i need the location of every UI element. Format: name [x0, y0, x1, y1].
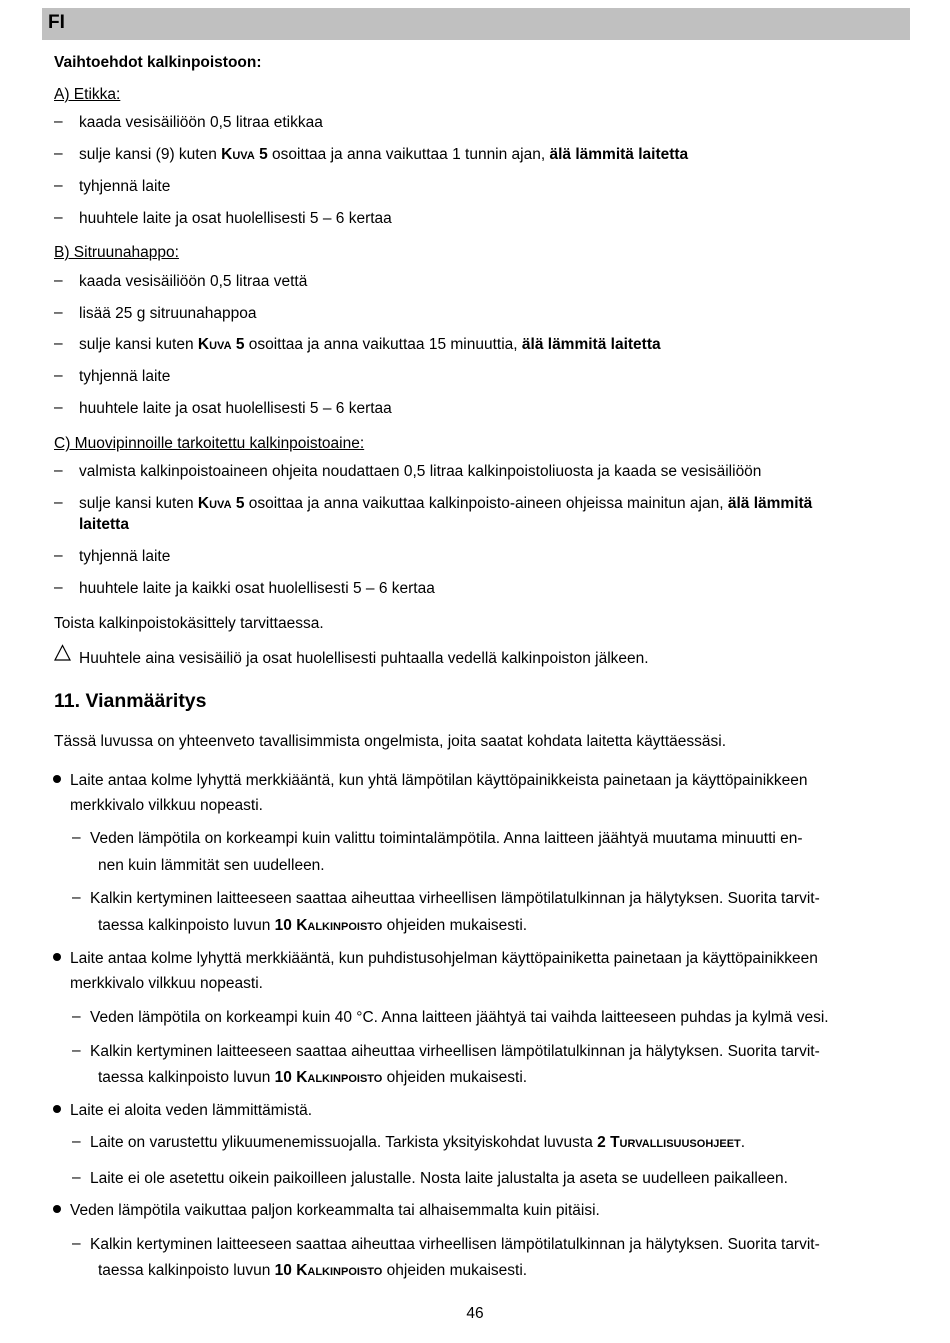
option-c-step-3: tyhjennä laite	[79, 548, 171, 565]
option-b-title: B) Sitruunahappo:	[54, 244, 179, 261]
option-b-step-4: tyhjennä laite	[79, 368, 171, 385]
dash-icon: –	[72, 1169, 81, 1186]
descale-title: Vaihtoehdot kalkinpoistoon:	[54, 54, 262, 71]
dash-icon: –	[54, 209, 63, 226]
option-c-step-4: huuhtele laite ja kaikki osat huolellisesti 5 – 6 kertaa	[79, 580, 435, 597]
repeat-note: Toista kalkinpoistokäsittely tarvittaessa.	[54, 615, 324, 632]
problem-4-cause-1-line-2: taessa kalkinpoisto luvun 10 Kalkinpoisto ohjeiden mukaisesti.	[98, 1262, 528, 1279]
problem-3: Laite ei aloita veden lämmittämistä.	[70, 1102, 313, 1119]
chapter-ref: 10 Kalkinpoisto	[274, 1262, 383, 1279]
option-c-step-1: valmista kalkinpoistoaineen ohjeita noudattaen 0,5 litraa kalkinpoistoliuosta ja kaada se vesisäiliöön	[79, 463, 762, 480]
dash-icon: –	[54, 367, 63, 384]
option-b-step-3: sulje kansi kuten Kuva 5 osoittaa ja anna vaikuttaa 15 minuuttia, älä lämmitä laitetta	[79, 336, 661, 353]
problem-1-cause-1-line-1: Veden lämpötila on korkeampi kuin valittu toimintalämpötila. Anna laitteen jäähtyä muutama minuutti en-	[90, 830, 803, 847]
option-c-title: C) Muovipinnoille tarkoitettu kalkinpoistoaine:	[54, 435, 365, 452]
problem-1-cause-2-line-1: Kalkin kertyminen laitteeseen saattaa aiheuttaa virheellisen lämpötilatulkinnan ja hälytyksen. Suorita tarvit-	[90, 890, 820, 907]
dash-icon: –	[72, 1042, 81, 1059]
problem-1-cause-1-line-2: nen kuin lämmität sen uudelleen.	[98, 857, 325, 874]
problem-4: Veden lämpötila vaikuttaa paljon korkeammalta tai alhaisemmalta kuin pitäisi.	[70, 1202, 600, 1219]
problem-2-cause-2-line-1: Kalkin kertyminen laitteeseen saattaa aiheuttaa virheellisen lämpötilatulkinnan ja hälytyksen. Suorita tarvit-	[90, 1043, 820, 1060]
bullet-icon	[53, 1105, 61, 1113]
option-c-step-2: sulje kansi kuten Kuva 5 osoittaa ja anna vaikuttaa kalkinpoisto-aineen ohjeissa mainitun ajan, älä lämmitä	[79, 495, 813, 512]
option-b-step-2: lisää 25 g sitruunahappoa	[79, 305, 257, 322]
dash-icon: –	[54, 304, 63, 321]
problem-3-cause-1: Laite on varustettu ylikuumenemissuojalla. Tarkista yksityiskohdat luvusta 2 Turvallisuusohjeet.	[90, 1134, 746, 1151]
option-c-step-2-cont: laitetta	[79, 516, 129, 533]
dash-icon: –	[54, 579, 63, 596]
option-a-step-4: huuhtele laite ja osat huolellisesti 5 – 6 kertaa	[79, 210, 392, 227]
chapter-ref: 2 Turvallisuusohjeet	[597, 1134, 741, 1151]
dash-icon: –	[54, 547, 63, 564]
dash-icon: –	[54, 272, 63, 289]
option-a-step-2: sulje kansi (9) kuten Kuva 5 osoittaa ja anna vaikuttaa 1 tunnin ajan, älä lämmitä laitetta	[79, 146, 689, 163]
dash-icon: –	[72, 1133, 81, 1150]
bullet-icon	[53, 953, 61, 961]
problem-1-line-1: Laite antaa kolme lyhyttä merkkiääntä, kun yhtä lämpötilan käyttöpainikkeista painetaan ja käyttöpainikkeen	[70, 772, 808, 789]
dash-icon: –	[54, 145, 63, 162]
option-b-step-1: kaada vesisäiliöön 0,5 litraa vettä	[79, 273, 308, 290]
dash-icon: –	[54, 462, 63, 479]
page-number: 46	[466, 1305, 484, 1322]
problem-3-cause-2: Laite ei ole asetettu oikein paikoilleen jalustalle. Nosta laite jalustalta ja aseta se uudelleen paikalleen.	[90, 1170, 788, 1187]
problem-2-line-1: Laite antaa kolme lyhyttä merkkiääntä, kun puhdistusohjelman käyttöpainiketta painetaan ja käyttöpainikkeen	[70, 950, 818, 967]
option-a-step-1: kaada vesisäiliöön 0,5 litraa etikkaa	[79, 114, 323, 131]
option-a-title: A) Etikka:	[54, 86, 121, 103]
chapter-ref: 10 Kalkinpoisto	[274, 1069, 383, 1086]
troubleshooting-intro: Tässä luvussa on yhteenveto tavallisimmista ongelmista, joita saatat kohdata laitetta käyttäessäsi.	[54, 733, 727, 750]
dash-icon: –	[72, 829, 81, 846]
dash-icon: –	[54, 494, 63, 511]
problem-2-cause-2-line-2: taessa kalkinpoisto luvun 10 Kalkinpoisto ohjeiden mukaisesti.	[98, 1069, 528, 1086]
option-b-step-5: huuhtele laite ja osat huolellisesti 5 – 6 kertaa	[79, 400, 392, 417]
figure-ref: Kuva 5	[197, 495, 245, 512]
section-heading: 11. Vianmääritys	[54, 690, 207, 712]
problem-1-cause-2-line-2: taessa kalkinpoisto luvun 10 Kalkinpoisto ohjeiden mukaisesti.	[98, 917, 528, 934]
dash-icon: –	[72, 1008, 81, 1025]
problem-2-line-2: merkkivalo vilkkuu nopeasti.	[70, 975, 263, 992]
dash-icon: –	[54, 113, 63, 130]
dash-icon: –	[54, 399, 63, 416]
figure-ref: Kuva 5	[221, 146, 268, 163]
dash-icon: –	[72, 889, 81, 906]
problem-1-line-2: merkkivalo vilkkuu nopeasti.	[70, 797, 263, 814]
dash-icon: –	[54, 177, 63, 194]
problem-4-cause-1-line-1: Kalkin kertyminen laitteeseen saattaa aiheuttaa virheellisen lämpötilatulkinnan ja hälytyksen. Suorita tarvit-	[90, 1236, 820, 1253]
language-label: FI	[48, 12, 65, 33]
dash-icon: –	[72, 1235, 81, 1252]
warning-triangle-icon	[54, 644, 71, 661]
problem-2-cause-1: Veden lämpötila on korkeampi kuin 40 °C. Anna laitteen jäähtyä tai vaihda laitteeseen puhdas ja kylmä vesi.	[90, 1009, 829, 1026]
language-header-bar	[42, 8, 910, 40]
chapter-ref: 10 Kalkinpoisto	[274, 917, 383, 934]
bullet-icon	[53, 1205, 61, 1213]
option-a-step-3: tyhjennä laite	[79, 178, 171, 195]
warning-note: Huuhtele aina vesisäiliö ja osat huolellisesti puhtaalla vedellä kalkinpoiston jälkeen.	[79, 650, 649, 667]
figure-ref: Kuva 5	[197, 336, 245, 353]
bullet-icon	[53, 775, 61, 783]
dash-icon: –	[54, 335, 63, 352]
